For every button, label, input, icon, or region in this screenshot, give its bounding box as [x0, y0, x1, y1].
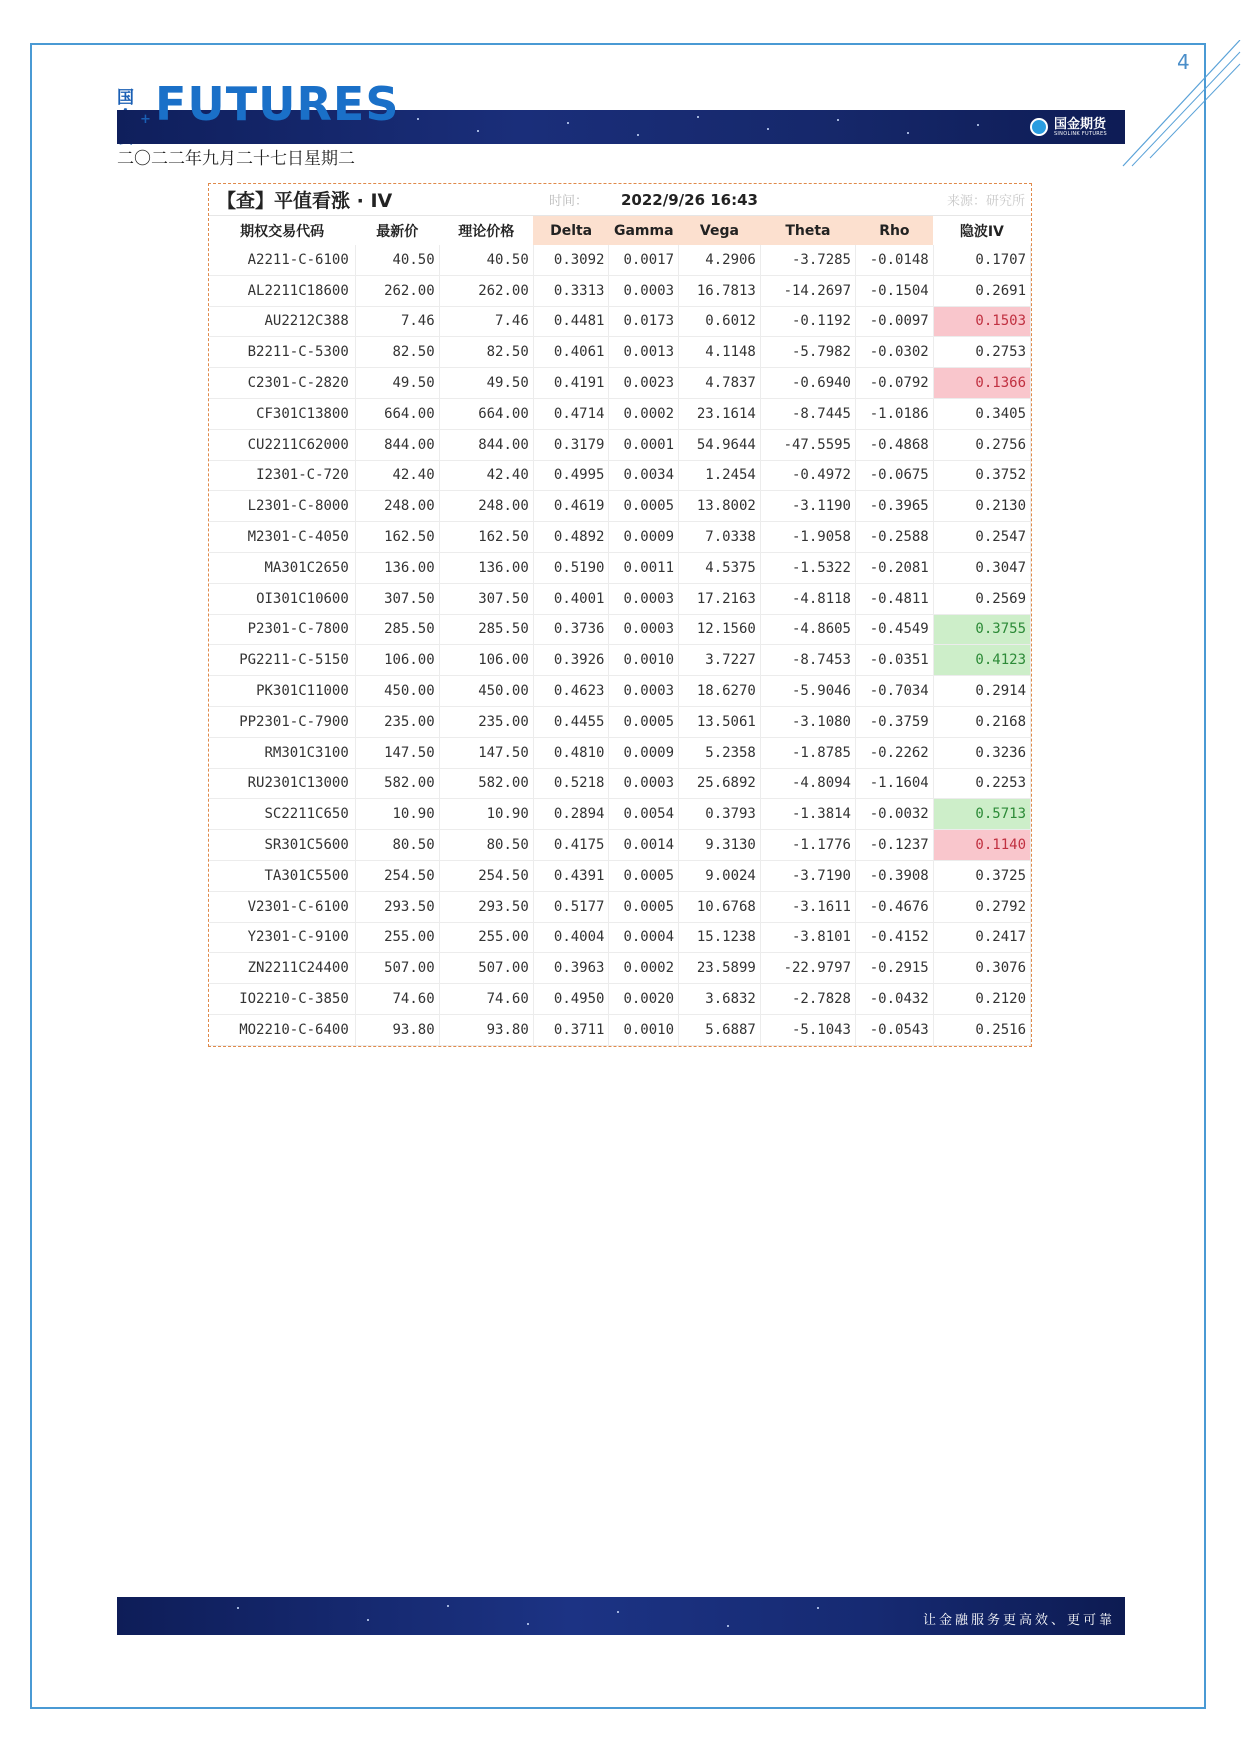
cell-gamma: 0.0054: [609, 799, 679, 830]
cell-theta: -3.1080: [760, 706, 855, 737]
cell-delta: 0.3963: [533, 953, 609, 984]
brand-cn: 国: [117, 88, 134, 108]
cell-last-price: 507.00: [355, 953, 439, 984]
cell-theta: -3.1611: [760, 891, 855, 922]
cell-delta: 0.4391: [533, 860, 609, 891]
cell-gamma: 0.0003: [609, 583, 679, 614]
cell-code: TA301C5500: [209, 860, 355, 891]
cell-last-price: 82.50: [355, 337, 439, 368]
cell-rho: -0.0032: [856, 799, 934, 830]
cell-delta: 0.4481: [533, 306, 609, 337]
cell-theta: -3.7190: [760, 860, 855, 891]
cell-last-price: 255.00: [355, 922, 439, 953]
cell-gamma: 0.0003: [609, 275, 679, 306]
cell-gamma: 0.0005: [609, 491, 679, 522]
cell-theta: -4.8605: [760, 614, 855, 645]
cell-vega: 9.0024: [679, 860, 761, 891]
cell-rho: -0.7034: [856, 676, 934, 707]
cell-last-price: 42.40: [355, 460, 439, 491]
cell-delta: 0.5190: [533, 552, 609, 583]
cell-code: L2301-C-8000: [209, 491, 355, 522]
cell-theoretical-price: 147.50: [439, 737, 533, 768]
table-row: [209, 922, 1031, 953]
table-row: [209, 583, 1031, 614]
col-rho-header: Rho: [856, 216, 934, 245]
cell-vega: 4.2906: [679, 245, 761, 275]
table-title-row: [209, 184, 1031, 216]
cell-theoretical-price: 664.00: [439, 398, 533, 429]
cell-code: PK301C11000: [209, 676, 355, 707]
cell-gamma: 0.0009: [609, 522, 679, 553]
cell-theta: -47.5595: [760, 429, 855, 460]
table-row: [209, 891, 1031, 922]
cell-theta: -5.7982: [760, 337, 855, 368]
cell-theta: -5.1043: [760, 1014, 855, 1045]
cell-theoretical-price: 74.60: [439, 984, 533, 1015]
cell-iv: 0.2168: [933, 706, 1030, 737]
cell-code: V2301-C-6100: [209, 891, 355, 922]
table-row: [209, 306, 1031, 337]
cell-vega: 25.6892: [679, 768, 761, 799]
col-code-header: 期权交易代码: [240, 223, 325, 240]
cell-last-price: 582.00: [355, 768, 439, 799]
cell-iv: 0.2792: [933, 891, 1030, 922]
cell-vega: 16.7813: [679, 275, 761, 306]
cell-code: CF301C13800: [209, 398, 355, 429]
footer-banner: [117, 1597, 1125, 1635]
cell-vega: 15.1238: [679, 922, 761, 953]
cell-code: AU2212C388: [209, 306, 355, 337]
cell-theta: -1.8785: [760, 737, 855, 768]
cell-theta: -3.8101: [760, 922, 855, 953]
cell-delta: 0.4892: [533, 522, 609, 553]
cell-vega: 13.8002: [679, 491, 761, 522]
cell-theoretical-price: 307.50: [439, 583, 533, 614]
cell-last-price: 49.50: [355, 368, 439, 399]
cell-rho: -0.1504: [856, 275, 934, 306]
cell-theta: -1.3814: [760, 799, 855, 830]
cell-rho: -0.4868: [856, 429, 934, 460]
cell-code: OI301C10600: [209, 583, 355, 614]
cell-rho: -0.0675: [856, 460, 934, 491]
cell-code: SC2211C650: [209, 799, 355, 830]
cell-vega: 54.9644: [679, 429, 761, 460]
cell-delta: 0.5218: [533, 768, 609, 799]
cell-gamma: 0.0003: [609, 676, 679, 707]
cell-vega: 4.1148: [679, 337, 761, 368]
cell-delta: 0.3179: [533, 429, 609, 460]
cell-theoretical-price: 49.50: [439, 368, 533, 399]
cell-rho: -0.0148: [856, 245, 934, 275]
cell-last-price: 93.80: [355, 1014, 439, 1045]
table-row: [209, 522, 1031, 553]
cell-theoretical-price: 42.40: [439, 460, 533, 491]
cell-theoretical-price: 162.50: [439, 522, 533, 553]
options-iv-table: [208, 183, 1032, 1047]
cell-code: RU2301C13000: [209, 768, 355, 799]
cell-iv: 0.3755: [933, 614, 1030, 645]
table-row: [209, 337, 1031, 368]
cell-theta: -0.1192: [760, 306, 855, 337]
cell-vega: 12.1560: [679, 614, 761, 645]
cell-rho: -0.3965: [856, 491, 934, 522]
cell-theta: -4.8118: [760, 583, 855, 614]
cell-theoretical-price: 248.00: [439, 491, 533, 522]
source-label: 来源：研究所: [946, 194, 1025, 209]
cell-last-price: 162.50: [355, 522, 439, 553]
cell-vega: 0.3793: [679, 799, 761, 830]
cell-code: I2301-C-720: [209, 460, 355, 491]
cell-rho: -0.0543: [856, 1014, 934, 1045]
cell-theta: -0.4972: [760, 460, 855, 491]
cell-code: IO2210-C-3850: [209, 984, 355, 1015]
cell-iv: 0.4123: [933, 645, 1030, 676]
cell-gamma: 0.0034: [609, 460, 679, 491]
header-row: [209, 216, 1031, 245]
cell-theoretical-price: 80.50: [439, 830, 533, 861]
cell-theta: -3.1190: [760, 491, 855, 522]
time-value: 2022/9/26 16:43: [621, 190, 758, 209]
cell-code: MO2210-C-6400: [209, 1014, 355, 1045]
cell-gamma: 0.0002: [609, 953, 679, 984]
cell-delta: 0.5177: [533, 891, 609, 922]
cell-iv: 0.2120: [933, 984, 1030, 1015]
cell-gamma: 0.0014: [609, 830, 679, 861]
time-label: 时间：: [549, 194, 589, 209]
report-date: 二〇二二年九月二十七日星期二: [117, 149, 355, 169]
cell-iv: 0.5713: [933, 799, 1030, 830]
cell-theoretical-price: 262.00: [439, 275, 533, 306]
cell-iv: 0.3752: [933, 460, 1030, 491]
cell-code: CU2211C62000: [209, 429, 355, 460]
cell-vega: 18.6270: [679, 676, 761, 707]
cell-iv: 0.1366: [933, 368, 1030, 399]
cell-vega: 13.5061: [679, 706, 761, 737]
cell-delta: 0.4004: [533, 922, 609, 953]
cell-vega: 10.6768: [679, 891, 761, 922]
cell-last-price: 147.50: [355, 737, 439, 768]
cell-gamma: 0.0005: [609, 860, 679, 891]
cell-last-price: 235.00: [355, 706, 439, 737]
table-row: [209, 799, 1031, 830]
footer-slogan: 让金融服务更高效、更可靠: [922, 1613, 1115, 1628]
cell-rho: -0.3908: [856, 860, 934, 891]
table-row: [209, 398, 1031, 429]
cell-gamma: 0.0009: [609, 737, 679, 768]
cell-code: AL2211C18600: [209, 275, 355, 306]
cell-last-price: 254.50: [355, 860, 439, 891]
cell-last-price: 80.50: [355, 830, 439, 861]
brand-futures: FUTURES: [155, 77, 400, 131]
cell-theoretical-price: 7.46: [439, 306, 533, 337]
cell-gamma: 0.0005: [609, 706, 679, 737]
cell-iv: 0.3236: [933, 737, 1030, 768]
cell-gamma: 0.0017: [609, 245, 679, 275]
cell-rho: -1.1604: [856, 768, 934, 799]
col-gamma-header: Gamma: [609, 216, 679, 245]
table-row: [209, 830, 1031, 861]
col-theo-header: 理论价格: [458, 223, 515, 240]
data-table: [209, 216, 1031, 1046]
cell-rho: -0.4549: [856, 614, 934, 645]
cell-theta: -1.5322: [760, 552, 855, 583]
cell-vega: 23.1614: [679, 398, 761, 429]
cell-iv: 0.2753: [933, 337, 1030, 368]
cell-delta: 0.4191: [533, 368, 609, 399]
cell-code: B2211-C-5300: [209, 337, 355, 368]
cell-rho: -0.0097: [856, 306, 934, 337]
cell-delta: 0.3926: [533, 645, 609, 676]
table-row: [209, 706, 1031, 737]
cell-last-price: 307.50: [355, 583, 439, 614]
cell-code: P2301-C-7800: [209, 614, 355, 645]
cell-last-price: 285.50: [355, 614, 439, 645]
cell-theoretical-price: 285.50: [439, 614, 533, 645]
cell-last-price: 450.00: [355, 676, 439, 707]
cell-rho: -0.2915: [856, 953, 934, 984]
table-row: [209, 245, 1031, 275]
cell-vega: 0.6012: [679, 306, 761, 337]
table-row: [209, 768, 1031, 799]
cell-iv: 0.2516: [933, 1014, 1030, 1045]
cell-gamma: 0.0023: [609, 368, 679, 399]
cell-last-price: 106.00: [355, 645, 439, 676]
table-row: [209, 860, 1031, 891]
table-row: [209, 460, 1031, 491]
cell-gamma: 0.0003: [609, 614, 679, 645]
logo-cn: 国金期货: [1053, 116, 1106, 132]
cell-theoretical-price: 136.00: [439, 552, 533, 583]
cell-theta: -1.9058: [760, 522, 855, 553]
cell-theta: -0.6940: [760, 368, 855, 399]
cell-iv: 0.3725: [933, 860, 1030, 891]
col-vega-header: Vega: [679, 216, 761, 245]
cell-theta: -22.9797: [760, 953, 855, 984]
cell-last-price: 293.50: [355, 891, 439, 922]
page-number: 4: [1177, 50, 1190, 74]
cell-delta: 0.4995: [533, 460, 609, 491]
cell-last-price: 7.46: [355, 306, 439, 337]
cell-iv: 0.2253: [933, 768, 1030, 799]
cell-rho: -0.0302: [856, 337, 934, 368]
cell-gamma: 0.0173: [609, 306, 679, 337]
cell-theoretical-price: 254.50: [439, 860, 533, 891]
sinolink-logo: [1030, 115, 1107, 139]
cell-theoretical-price: 40.50: [439, 245, 533, 275]
table-row: [209, 737, 1031, 768]
table-row: [209, 368, 1031, 399]
cell-vega: 4.5375: [679, 552, 761, 583]
brand-plus: +: [140, 112, 151, 127]
table-body: [209, 245, 1031, 1045]
cell-theta: -1.1776: [760, 830, 855, 861]
cell-gamma: 0.0011: [609, 552, 679, 583]
cell-last-price: 10.90: [355, 799, 439, 830]
cell-iv: 0.3076: [933, 953, 1030, 984]
cell-vega: 17.2163: [679, 583, 761, 614]
cell-rho: -0.2262: [856, 737, 934, 768]
cell-theoretical-price: 255.00: [439, 922, 533, 953]
cell-rho: -0.2588: [856, 522, 934, 553]
cell-theoretical-price: 507.00: [439, 953, 533, 984]
cell-delta: 0.4810: [533, 737, 609, 768]
cell-rho: -0.2081: [856, 552, 934, 583]
cell-last-price: 664.00: [355, 398, 439, 429]
table-row: [209, 552, 1031, 583]
col-last-header: 最新价: [376, 223, 419, 240]
cell-last-price: 844.00: [355, 429, 439, 460]
cell-theta: -2.7828: [760, 984, 855, 1015]
cell-code: ZN2211C24400: [209, 953, 355, 984]
col-theta-header: Theta: [760, 216, 855, 245]
table-row: [209, 676, 1031, 707]
cell-delta: 0.3092: [533, 245, 609, 275]
cell-theoretical-price: 106.00: [439, 645, 533, 676]
cell-last-price: 248.00: [355, 491, 439, 522]
cell-iv: 0.2691: [933, 275, 1030, 306]
cell-last-price: 74.60: [355, 984, 439, 1015]
cell-vega: 5.2358: [679, 737, 761, 768]
cell-delta: 0.3313: [533, 275, 609, 306]
cell-theta: -3.7285: [760, 245, 855, 275]
cell-rho: -0.0432: [856, 984, 934, 1015]
cell-iv: 0.2417: [933, 922, 1030, 953]
cell-iv: 0.3405: [933, 398, 1030, 429]
cell-theta: -14.2697: [760, 275, 855, 306]
cell-gamma: 0.0013: [609, 337, 679, 368]
cell-code: PG2211-C-5150: [209, 645, 355, 676]
cell-delta: 0.4950: [533, 984, 609, 1015]
cell-vega: 23.5899: [679, 953, 761, 984]
cell-iv: 0.2756: [933, 429, 1030, 460]
table-row: [209, 275, 1031, 306]
col-delta-header: Delta: [533, 216, 609, 245]
cell-vega: 9.3130: [679, 830, 761, 861]
cell-gamma: 0.0010: [609, 645, 679, 676]
cell-rho: -0.0792: [856, 368, 934, 399]
cell-last-price: 40.50: [355, 245, 439, 275]
cell-vega: 3.7227: [679, 645, 761, 676]
logo-icon: [1030, 118, 1048, 136]
cell-delta: 0.4455: [533, 706, 609, 737]
cell-theta: -4.8094: [760, 768, 855, 799]
cell-rho: -0.3759: [856, 706, 934, 737]
cell-theta: -8.7453: [760, 645, 855, 676]
cell-gamma: 0.0005: [609, 891, 679, 922]
cell-theoretical-price: 450.00: [439, 676, 533, 707]
cell-code: C2301-C-2820: [209, 368, 355, 399]
cell-iv: 0.2130: [933, 491, 1030, 522]
table-row: [209, 953, 1031, 984]
cell-iv: 0.1503: [933, 306, 1030, 337]
cell-code: M2301-C-4050: [209, 522, 355, 553]
cell-gamma: 0.0020: [609, 984, 679, 1015]
table-row: [209, 491, 1031, 522]
cell-vega: 5.6887: [679, 1014, 761, 1045]
table-title: 【查】平值看涨 · IV: [217, 190, 393, 212]
cell-vega: 4.7837: [679, 368, 761, 399]
corner-decoration: [1120, 40, 1241, 170]
cell-delta: 0.3711: [533, 1014, 609, 1045]
cell-delta: 0.2894: [533, 799, 609, 830]
cell-theoretical-price: 82.50: [439, 337, 533, 368]
cell-delta: 0.3736: [533, 614, 609, 645]
cell-theoretical-price: 293.50: [439, 891, 533, 922]
table-row: [209, 645, 1031, 676]
col-iv-header: 隐波IV: [959, 223, 1004, 240]
cell-theoretical-price: 93.80: [439, 1014, 533, 1045]
table-row: [209, 1014, 1031, 1045]
cell-code: SR301C5600: [209, 830, 355, 861]
cell-code: Y2301-C-9100: [209, 922, 355, 953]
cell-vega: 7.0338: [679, 522, 761, 553]
cell-delta: 0.4619: [533, 491, 609, 522]
cell-gamma: 0.0002: [609, 398, 679, 429]
cell-delta: 0.4001: [533, 583, 609, 614]
cell-rho: -1.0186: [856, 398, 934, 429]
cell-last-price: 262.00: [355, 275, 439, 306]
cell-delta: 0.4061: [533, 337, 609, 368]
table-row: [209, 984, 1031, 1015]
cell-code: RM301C3100: [209, 737, 355, 768]
cell-theoretical-price: 844.00: [439, 429, 533, 460]
cell-vega: 1.2454: [679, 460, 761, 491]
cell-rho: -0.0351: [856, 645, 934, 676]
cell-rho: -0.1237: [856, 830, 934, 861]
table-row: [209, 614, 1031, 645]
cell-gamma: 0.0010: [609, 1014, 679, 1045]
cell-delta: 0.4623: [533, 676, 609, 707]
cell-iv: 0.2914: [933, 676, 1030, 707]
cell-last-price: 136.00: [355, 552, 439, 583]
cell-gamma: 0.0003: [609, 768, 679, 799]
cell-theta: -5.9046: [760, 676, 855, 707]
cell-rho: -0.4152: [856, 922, 934, 953]
cell-iv: 0.1140: [933, 830, 1030, 861]
cell-theoretical-price: 235.00: [439, 706, 533, 737]
cell-iv: 0.2569: [933, 583, 1030, 614]
cell-theta: -8.7445: [760, 398, 855, 429]
cell-rho: -0.4676: [856, 891, 934, 922]
cell-code: A2211-C-6100: [209, 245, 355, 275]
cell-delta: 0.4175: [533, 830, 609, 861]
cell-gamma: 0.0004: [609, 922, 679, 953]
table-row: [209, 429, 1031, 460]
cell-code: PP2301-C-7900: [209, 706, 355, 737]
cell-theoretical-price: 582.00: [439, 768, 533, 799]
cell-vega: 3.6832: [679, 984, 761, 1015]
logo-en: SINOLINK FUTURES: [1053, 130, 1107, 137]
cell-code: MA301C2650: [209, 552, 355, 583]
cell-gamma: 0.0001: [609, 429, 679, 460]
cell-delta: 0.4714: [533, 398, 609, 429]
cell-rho: -0.4811: [856, 583, 934, 614]
cell-theoretical-price: 10.90: [439, 799, 533, 830]
cell-iv: 0.3047: [933, 552, 1030, 583]
cell-iv: 0.2547: [933, 522, 1030, 553]
cell-iv: 0.1707: [933, 245, 1030, 275]
